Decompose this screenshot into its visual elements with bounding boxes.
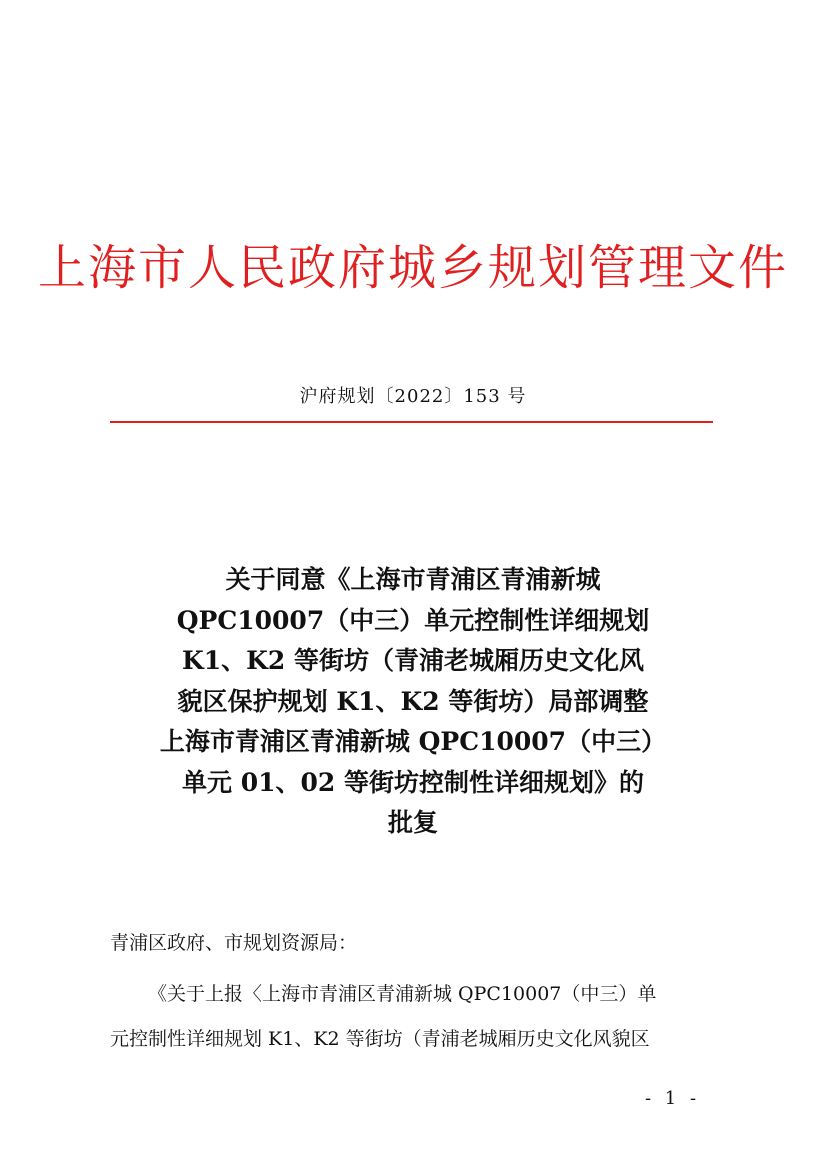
title-line: 貌区保护规划 K1、K2 等街坊）局部调整	[177, 686, 649, 716]
page-number: - 1 -	[645, 1088, 701, 1109]
title-line: QPC10007（中三）单元控制性详细规划	[176, 605, 650, 635]
document-title	[110, 560, 716, 844]
red-divider-rule	[110, 421, 713, 423]
title-line: 关于同意《上海市青浦区青浦新城	[225, 565, 601, 594]
body-paragraph-line: 元控制性详细规划 K1、K2 等街坊（青浦老城厢历史文化风貌区	[110, 1028, 650, 1050]
title-line: 批复	[387, 808, 438, 837]
title-line: 上海市青浦区青浦新城 QPC10007（中三）	[159, 727, 667, 756]
title-line: 单元 01、02 等街坊控制性详细规划》的	[182, 767, 644, 797]
masthead-title: 上海市人民政府城乡规划管理文件	[37, 240, 788, 296]
title-line: K1、K2 等街坊（青浦老城厢历史文化风	[182, 646, 644, 675]
body-paragraph-line: 《关于上报〈上海市青浦区青浦新城 QPC10007（中三）单	[148, 983, 657, 1005]
salutation: 青浦区政府、市规划资源局：	[110, 932, 358, 954]
document-number: 沪府规划〔2022〕153 号	[299, 386, 527, 407]
